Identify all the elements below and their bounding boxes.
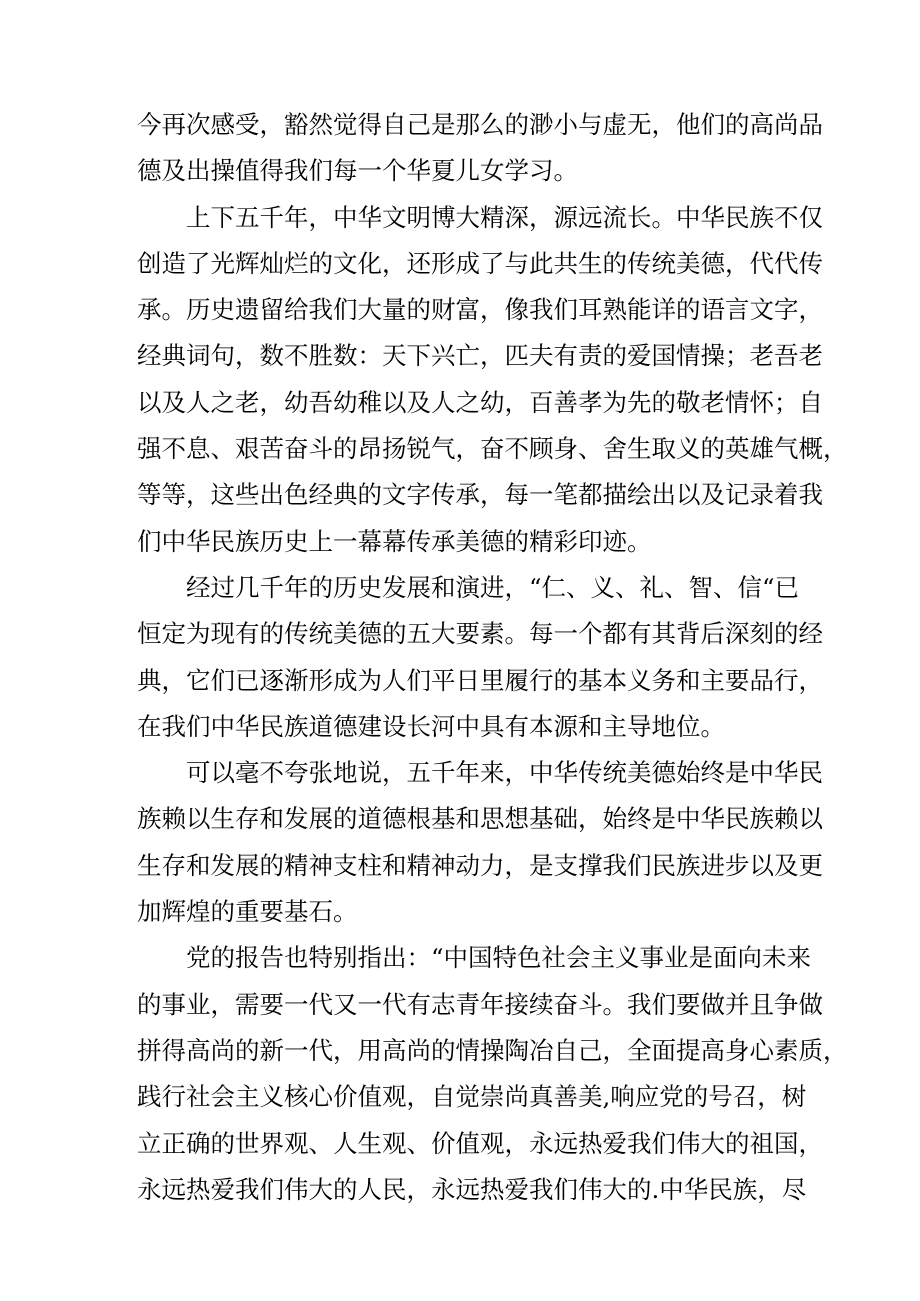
paragraph-line: 在我们中华民族道德建设长河中具有本源和主导地位。 xyxy=(137,711,725,741)
paragraph-1 xyxy=(137,102,823,195)
paragraph-5 xyxy=(137,935,848,1213)
paragraph-line: 拼得高尚的新一代，用高尚的情操陶冶自己，全面提高身心素质， xyxy=(137,1035,848,1065)
paragraph-line: 典，它们已逐渐形成为人们平日里履行的基本义务和主要品行， xyxy=(137,665,823,695)
paragraph-3 xyxy=(137,565,823,750)
paragraph-line: 党的报告也特别指出：“中国特色社会主义事业是面向未来 xyxy=(186,943,812,973)
paragraph-line: 立正确的世界观、人生观、价值观，永远热爱我们伟大的祖国， xyxy=(137,1128,823,1158)
paragraph-line: 恒定为现有的传统美德的五大要素。每一个都有其背后深刻的经 xyxy=(137,619,823,649)
paragraph-line: 践行社会主义核心价值观，自觉崇尚真善美,响应党的号召，树 xyxy=(137,1082,807,1112)
paragraph-line: 加辉煌的重要基石。 xyxy=(137,897,358,927)
paragraph-line: 族赖以生存和发展的道德根基和思想基础，始终是中华民族赖以 xyxy=(137,804,823,834)
paragraph-line: 承。历史遗留给我们大量的财富，像我们耳熟能详的语言文字， xyxy=(137,295,823,325)
paragraph-line: 德及出操值得我们每一个华夏儿女学习。 xyxy=(137,156,578,186)
paragraph-line: 经过几千年的历史发展和演进，“仁、义、礼、智、信“已 xyxy=(186,572,800,602)
paragraph-line: 强不息、艰苦奋斗的昂扬锐气，奋不顾身、舍生取义的英雄气概， xyxy=(137,434,848,464)
paragraph-line: 们中华民族历史上一幕幕传承美德的精彩印迹。 xyxy=(137,526,652,556)
paragraph-line: 的事业，需要一代又一代有志青年接续奋斗。我们要做并且争做 xyxy=(137,989,823,1019)
paragraph-line: 永远热爱我们伟大的人民，永远热爱我们伟大的.中华民族，尽 xyxy=(137,1174,807,1204)
paragraph-line: 今再次感受，豁然觉得自己是那么的渺小与虚无，他们的高尚品 xyxy=(137,110,823,139)
paragraph-line: 经典词句，数不胜数：天下兴亡，匹夫有责的爱国情操；老吾老 xyxy=(137,341,823,371)
paragraph-line: 生存和发展的精神支柱和精神动力，是支撑我们民族进步以及更 xyxy=(137,850,823,880)
paragraph-4 xyxy=(137,750,823,935)
paragraph-2 xyxy=(137,195,848,565)
paragraph-line: 创造了光辉灿烂的文化，还形成了与此共生的传统美德，代代传 xyxy=(137,248,823,278)
paragraph-line: 上下五千年，中华文明博大精深，源远流长。中华民族不仅 xyxy=(186,202,823,232)
paragraph-line: 以及人之老，幼吾幼稚以及人之幼，百善孝为先的敬老情怀；自 xyxy=(137,387,823,417)
paragraph-line: 等等，这些出色经典的文字传承，每一笔都描绘出以及记录着我 xyxy=(137,480,823,510)
paragraph-line: 可以毫不夸张地说，五千年来，中华传统美德始终是中华民 xyxy=(186,758,823,788)
document-body xyxy=(137,102,848,1213)
